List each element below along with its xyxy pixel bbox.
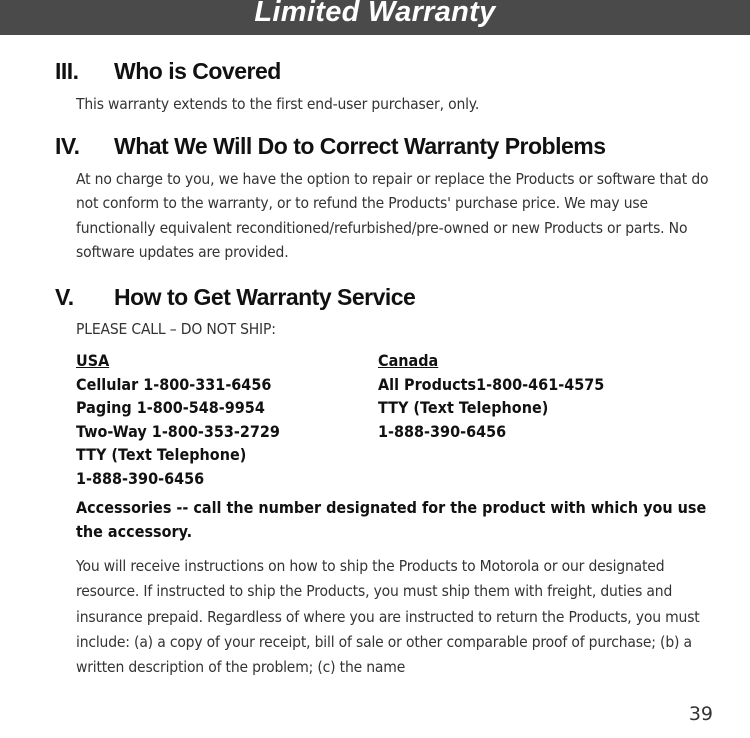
page-header (0, 0, 750, 35)
usa-heading: USA (76, 351, 110, 370)
canada-phone-line: TTY (Text Telephone) (378, 398, 549, 417)
usa-phone-line: Two-Way 1-800-353-2729 (76, 421, 280, 441)
section-title-get-service: How to Get Warranty Service (114, 284, 416, 310)
usa-phone-line: Paging 1-800-548-9954 (76, 398, 265, 417)
canada-contacts (378, 349, 604, 443)
shipping-instructions: You will receive instructions on how to ship the Products to Motorola or our designated resource. If instructed to ship the Products, you must ship them with freight, duties and insurance prepaid. Regardless of where you are instructed to return the Products, you must include: (a) a copy of your receipt, bill of sale or other comparable proof of purchase; (b) a written description of the problem; (c) the name (76, 557, 700, 677)
section-number-iv: IV. (55, 133, 80, 159)
canada-phone-line: All Products1-800-461-4575 (378, 374, 605, 394)
usa-phone-line: TTY (Text Telephone) (76, 445, 247, 464)
section-body-remedies: At no charge to you, we have the option to repair or replace the Products or software that do not conform to the warranty, or to refund the Products' purchase price. We may use functionally equivalent reconditioned/refurbished/pre-owned or new Products or parts. No software updates are provided. (76, 170, 709, 261)
accessories-note: Accessories -- call the number designated for the product with which you use the accessory. (76, 498, 707, 541)
section-title-correct-problems: What We Will Do to Correct Warranty Problems (114, 133, 606, 159)
canada-phone-line: 1-888-390-6456 (378, 421, 507, 441)
canada-heading: Canada (378, 351, 439, 370)
section-body-coverage: This warranty extends to the first end-user purchaser, only. (76, 95, 480, 113)
usa-contacts (76, 349, 280, 490)
section-number-v: V. (55, 284, 74, 310)
header-title: Limited Warranty (254, 0, 496, 28)
section-number-iii: III. (55, 58, 79, 84)
page-number: 39 (688, 703, 713, 725)
usa-phone-line: 1-888-390-6456 (76, 468, 205, 488)
call-notice: PLEASE CALL – DO NOT SHIP: (76, 320, 276, 338)
section-title-who-is-covered: Who is Covered (114, 58, 281, 84)
usa-phone-line: Cellular 1-800-331-6456 (76, 374, 272, 394)
